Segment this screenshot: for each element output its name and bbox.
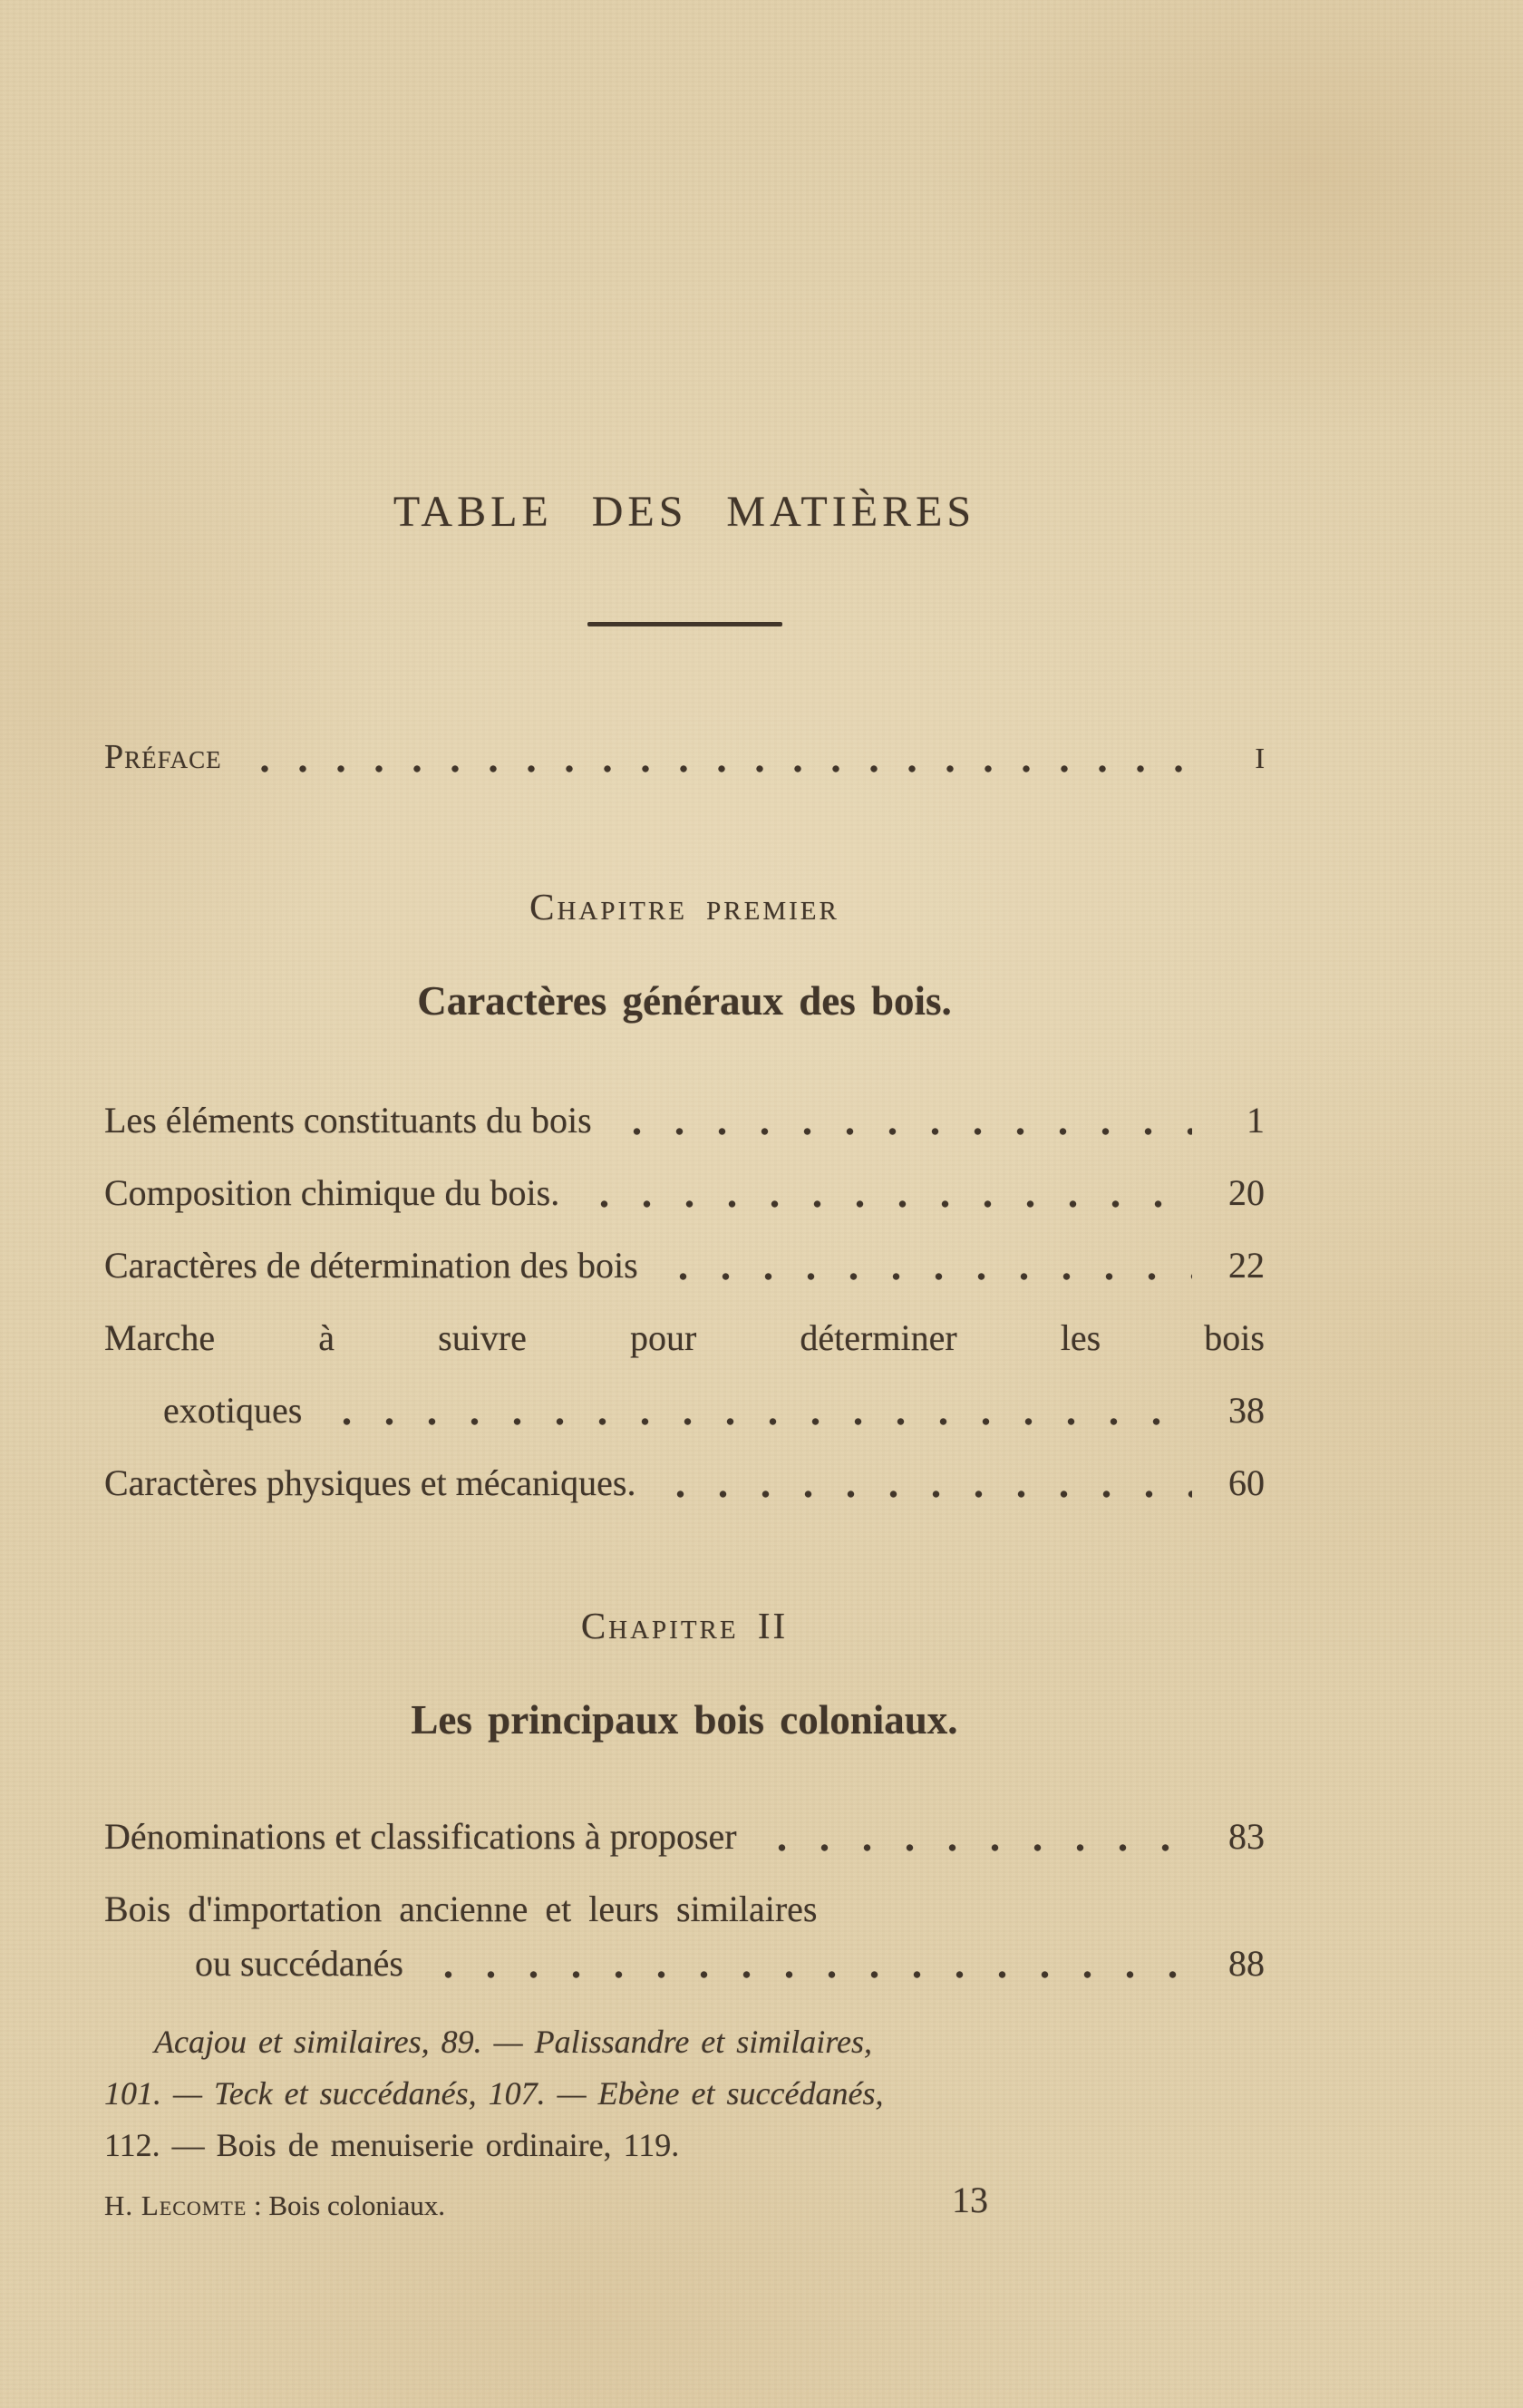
page-footer [0,2180,1523,2226]
toc-entry-page: 22 [1228,1245,1265,1286]
toc-entry-page: 83 [1228,1816,1265,1857]
toc-entry-page: I [1255,742,1265,774]
toc-entry-page: 20 [1228,1172,1265,1213]
toc-entry-label: Dénominations et classifications à proposer [104,1816,737,1857]
dot-leader [647,1242,1192,1289]
toc-entry-continuation [104,1387,1265,1434]
title-divider-rule [587,622,782,626]
chapter2-entries [104,1813,1265,2171]
signature-number: 13 [952,2180,988,2220]
toc-entry [104,1460,1265,1507]
author-name: H. Lecomte [104,2190,247,2221]
toc-entry-label: Composition chimique du bois. [104,1172,560,1213]
toc-entry-label: Les éléments constituants du bois [104,1100,592,1141]
toc-entry [104,1886,1265,1987]
dot-leader [568,1170,1192,1217]
dot-leader [645,1460,1192,1507]
toc-entry [104,1097,1265,1144]
chapter1-subtitle: Caractères généraux des bois. [417,978,952,1024]
page-title: TABLE DES MATIÈRES [393,488,976,536]
toc-entry [104,1813,1265,1860]
toc-subentry-line: 101. — Teck et succédanés, 107. — Ebène et succédanés, [104,2075,884,2112]
toc-entry [104,1315,1265,1434]
toc-entry [104,1242,1265,1289]
toc-entry-label: Caractères de détermination des bois [104,1245,638,1286]
work-title: : Bois coloniaux. [247,2190,445,2221]
toc-subentry-line: 112. — Bois de menuiserie ordinaire, 119. [104,2127,680,2163]
toc-entry-line1: Marche à suivre pour déterminer les bois [104,1317,1265,1358]
toc-entry-label: exotiques [163,1390,303,1431]
toc-entry-preface [104,733,1265,782]
toc-entry-label: Préface [104,738,222,776]
toc-subentry-line: Acajou et similaires, 89. — Palissandre et similaires, [154,2024,872,2060]
toc-entry-page: 60 [1228,1462,1265,1503]
toc-entry-continuation [104,1940,1265,1987]
toc-entry-label: ou succédanés [195,1943,403,1984]
toc-entry-page: 88 [1228,1943,1265,1984]
toc-entry-page: 38 [1228,1390,1265,1431]
dot-leader [412,1940,1192,1987]
dot-leader [311,1387,1192,1434]
chapter1-entries [104,1097,1265,1507]
dot-leader [601,1097,1192,1144]
chapter2-subtitle: Les principaux bois coloniaux. [411,1697,958,1743]
chapter2-heading: Chapitre II [580,1605,789,1646]
toc-subentries [104,2016,1265,2171]
printer-signature [104,2186,1523,2226]
dot-leader [231,733,1192,782]
toc-entry-line1: Bois d'importation ancienne et leurs similaires [104,1889,818,1929]
dot-leader [746,1813,1192,1860]
toc-entry-label: Caractères physiques et mécaniques. [104,1462,636,1503]
toc-entry-page: 1 [1247,1100,1265,1141]
toc-entry [104,1170,1265,1217]
chapter1-heading: Chapitre premier [529,886,839,927]
